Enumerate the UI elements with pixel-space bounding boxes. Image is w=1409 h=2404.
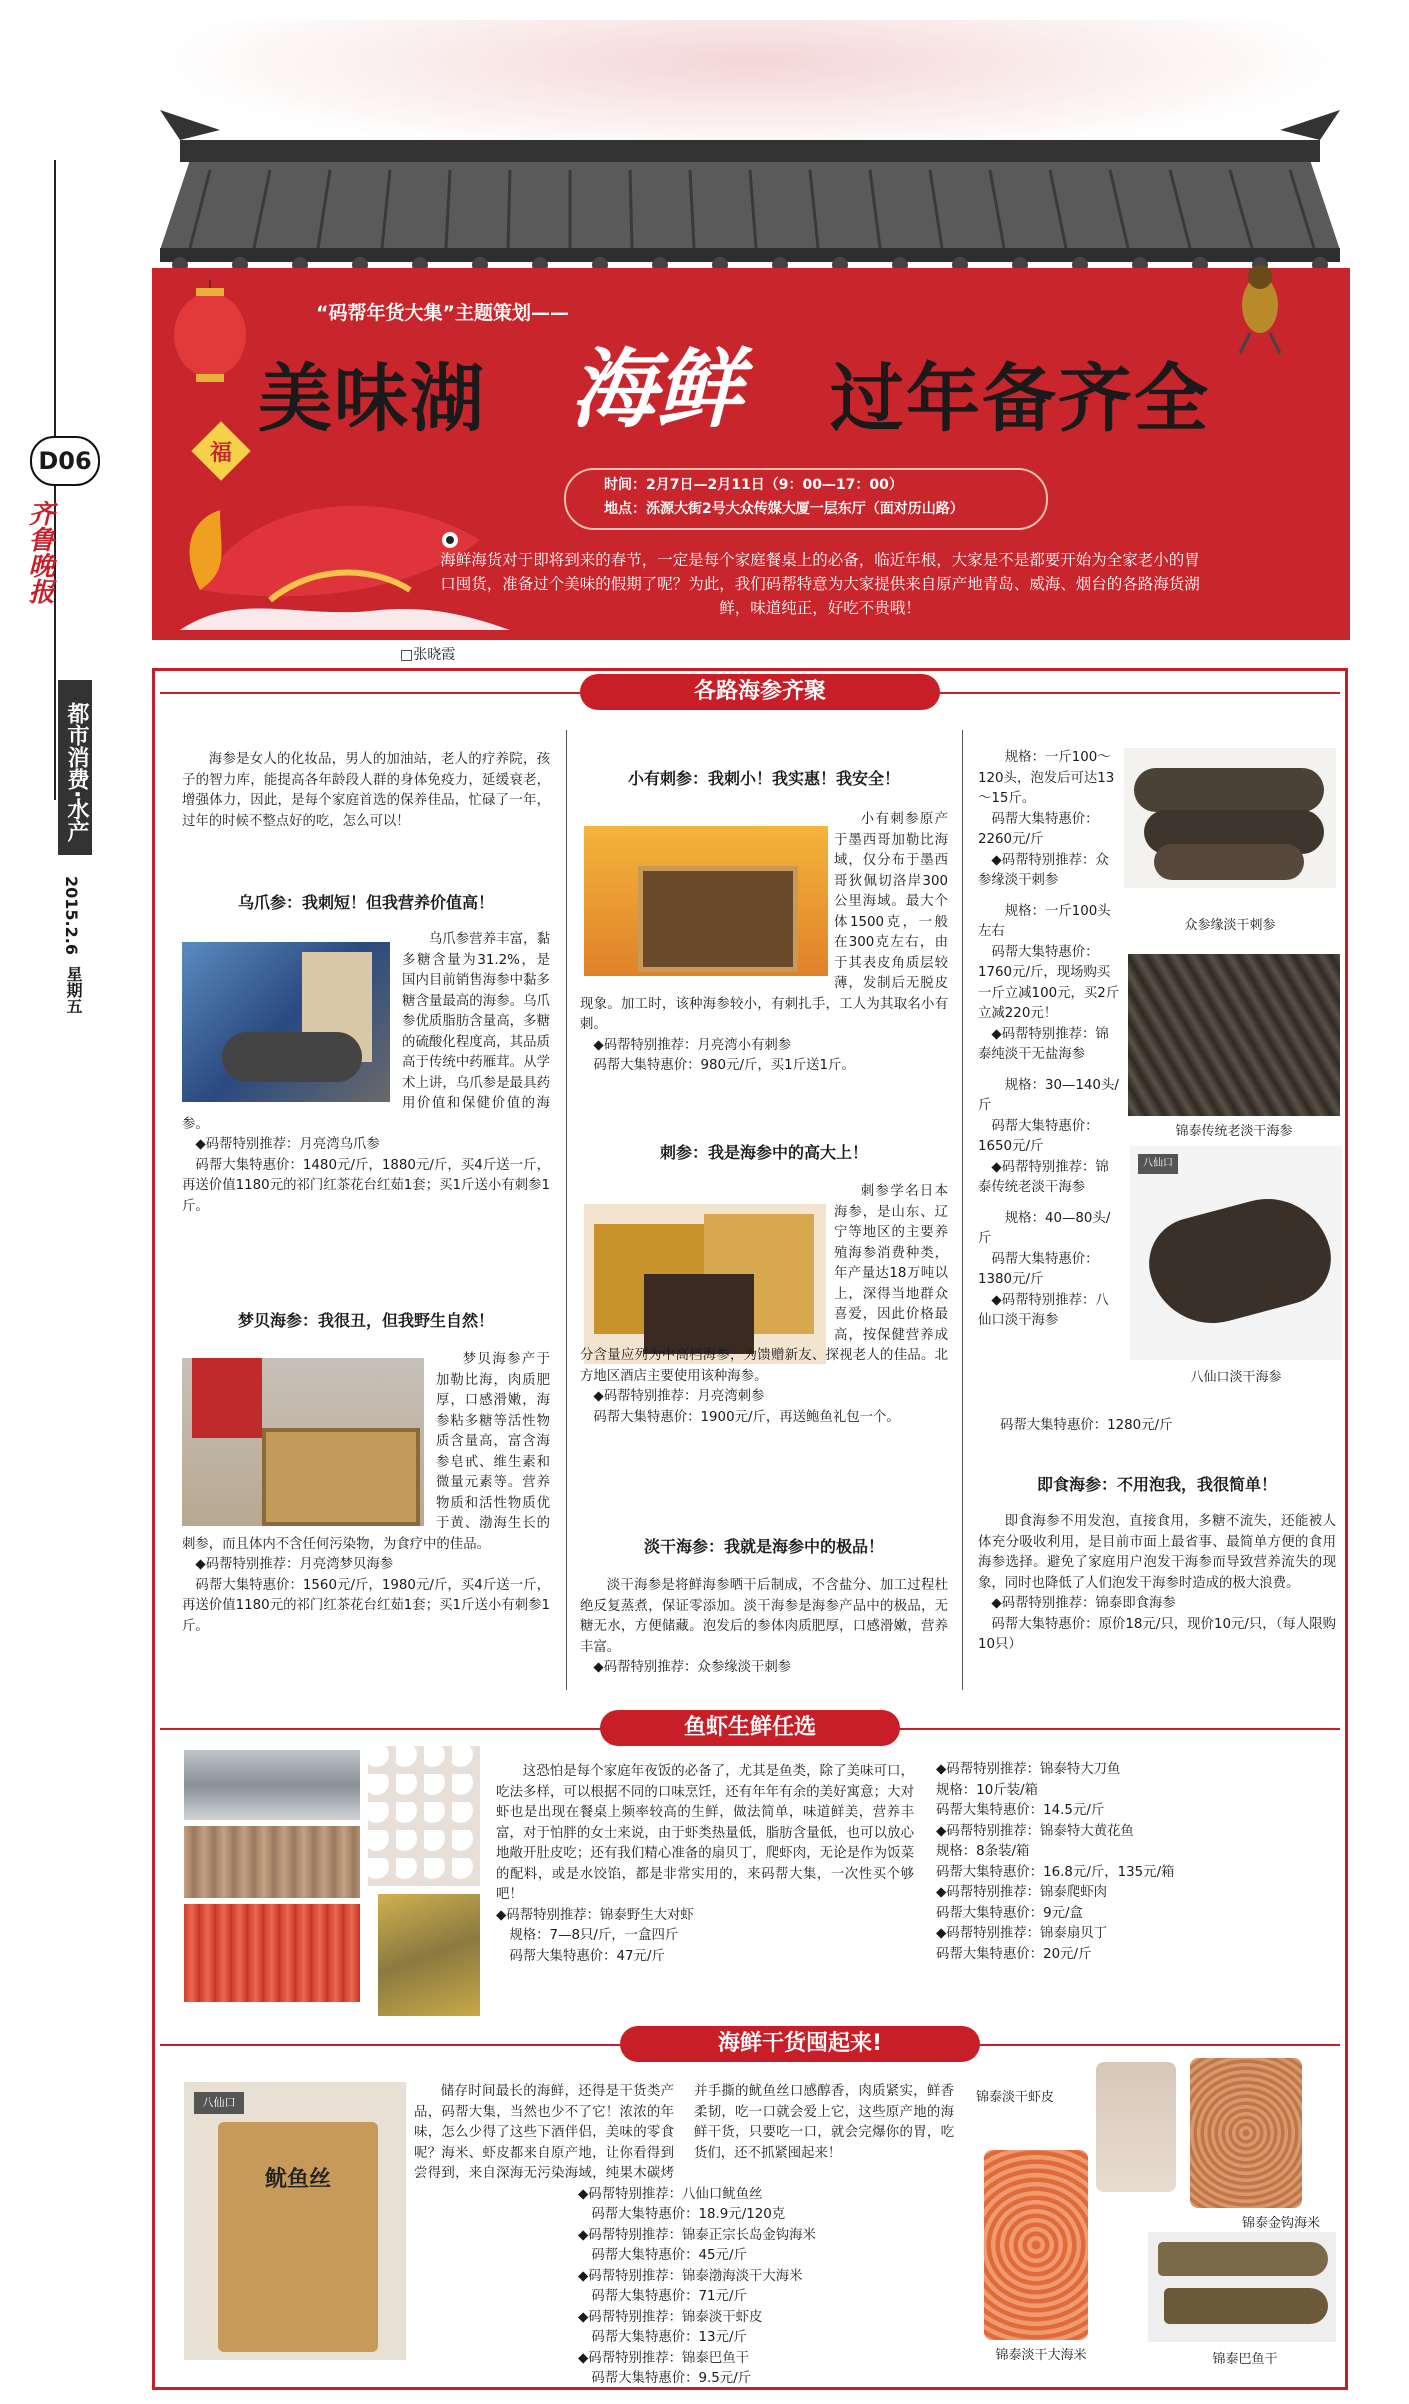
- col1-heading-1: 乌爪参：我刺短！但我营养价值高！: [237, 893, 494, 912]
- col3-line: ◆码帮特别推荐：八仙口淡干海参: [978, 1292, 1109, 1328]
- fish-right-list: [936, 1760, 1336, 1965]
- photo-red-shrimp: [184, 1904, 360, 2002]
- dry-line: ◆码帮特别推荐：八仙口鱿鱼丝: [578, 2186, 763, 2202]
- banner-kicker: “码帮年货大集”主题策划——: [316, 302, 569, 324]
- fish-right-line: 码帮大集特惠价：20元/斤: [936, 1946, 1092, 1962]
- col2-rec-1: ◆码帮特别推荐：月亮湾小有刺参: [593, 1037, 792, 1053]
- caption-xiapi: 锦泰淡干虾皮: [976, 2090, 1055, 2105]
- dry-list: [578, 2185, 954, 2390]
- byline: □张晓霞: [400, 647, 456, 663]
- col2-rec-3: ◆码帮特别推荐：众参缘淡干刺参: [593, 1660, 792, 1675]
- photo-xiapi-bag: [1096, 2062, 1176, 2192]
- banner-intro: 海鲜海货对于即将到来的春节，一定是每个家庭餐桌上的必备，临近年根，大家是不是都要开始为全家老小的胃口囤货，准备过个美味的假期了呢？为此，我们码帮特意为大家提供来自原产地青岛、威海、烟台的各路海货湖鲜，味道纯正，好吃不贵哦！: [440, 551, 1200, 617]
- fish-right-line: 码帮大集特惠价：9元/盒: [936, 1905, 1083, 1921]
- col2-rec-2: ◆码帮特别推荐：月亮湾刺参: [593, 1389, 765, 1404]
- photo-cucumber-3: [1154, 844, 1304, 880]
- col3-line: 码帮大集特惠价：2260元/斤: [978, 811, 1099, 847]
- dried-fish-2: [1164, 2288, 1328, 2324]
- squid-pkg-text: 鱿鱼丝: [264, 2167, 331, 2192]
- fish-right-line: ◆码帮特别推荐：锦泰扇贝丁: [936, 1926, 1107, 1941]
- col1-para-1-float: [182, 930, 402, 1102]
- section-3-title: 海鲜干货囤起来!: [620, 2026, 980, 2062]
- fish-right-line: ◆码帮特别推荐：锦泰特大刀鱼: [936, 1762, 1121, 1777]
- col-divider-1: [566, 730, 567, 1690]
- photo-bayu-dried-fish: [1148, 2232, 1336, 2342]
- col1-para-2: [182, 1350, 550, 1637]
- photo-yellow-croaker: [378, 1894, 480, 2016]
- date-label: 2015.2.6: [62, 876, 81, 955]
- fish-right-line: ◆码帮特别推荐：锦泰特大黄花鱼: [936, 1823, 1134, 1839]
- col1-price-1: 码帮大集特惠价：1480元/斤，1880元/斤，买4斤送一斤，再送价值1180元的祁门红茶花台红茹1套；买1斤送小有刺参1斤。: [182, 1157, 550, 1214]
- col1-rec-1: ◆码帮特别推荐：月亮湾乌爪参: [195, 1137, 380, 1152]
- col1-intro: [182, 750, 550, 832]
- banner-title-right: 过年备齐全: [830, 356, 1210, 442]
- col2-para-1-text: 小有刺参原产于墨西哥加勒比海域，仅分布于墨西哥狄佩切洛岸300公里海域。最大个体1500克，一般在300克左右，由于其表皮角质层较薄，发制后无脱皮现象。加工时，该种海参较小，有刺扎手，工人为其取名小有刺。: [580, 812, 948, 1032]
- dry-line: 码帮大集特惠价：13元/斤: [591, 2330, 747, 2345]
- col1-para-1: [182, 930, 550, 1217]
- col2-para-1-float: [580, 810, 834, 988]
- baxiankou-logo: 八仙口: [1138, 1154, 1178, 1174]
- photo-dried-cucumber: [1139, 1185, 1341, 1338]
- col1-heading-2: 梦贝海参：我很丑，但我野生自然！: [237, 1311, 494, 1330]
- fish-intro-text: 这恐怕是每个家庭年夜饭的必备了，尤其是鱼类，除了美味可口，吃法多样，可以根据不同的口味烹饪，还有年年有余的美好寓意；大对虾也是出现在餐桌上频率较高的生鲜，做法简单，味道鲜美，营养丰富，对于怕胖的女士来说，由于虾类热量低，脂肪含量低，也可以放心地敞开肚皮吃；还有我们精心准备的扇贝丁，爬虾肉，无论是作为饭菜的配料，或是水饺馅，都是非常实用的，来码帮大集，一次性买个够吧！: [496, 1764, 914, 1902]
- col3-specs: [978, 748, 1120, 1332]
- fish-right-line: 码帮大集特惠价：14.5元/斤: [936, 1803, 1105, 1818]
- photo-ribbonfish: [184, 1750, 360, 1820]
- col3-line: 规格：一斤100头左右: [978, 903, 1111, 939]
- dry-line: 码帮大集特惠价：18.9元/120克: [591, 2207, 786, 2222]
- col2-heading-3: 淡干海参：我就是海参中的极品！: [643, 1537, 884, 1556]
- col2-heading-1: 小有刺参：我刺小！我实惠！我安全！: [627, 769, 900, 788]
- dry-line: 码帮大集特惠价：45元/斤: [591, 2248, 747, 2263]
- col3-para-4: [978, 1512, 1336, 1656]
- section-1-title: 各路海参齐聚: [580, 674, 940, 710]
- dry-line: ◆码帮特别推荐：锦泰渤海淡干大海米: [578, 2268, 803, 2284]
- dry-line: ◆码帮特别推荐：锦泰淡干虾皮: [578, 2309, 763, 2325]
- photo-cucumber-1: [1134, 768, 1324, 812]
- bird-illustration: [1220, 255, 1300, 355]
- photo-prawns-box: [184, 1826, 360, 1898]
- col1-price-2: 码帮大集特惠价：1560元/斤，1980元/斤，买4斤送一斤，再送价值1180元的祁门红茶花台红茹1套；买1斤送小有刺参1斤。: [182, 1577, 550, 1634]
- col1-intro-text: 海参是女人的化妆品，男人的加油站，老人的疗养院，孩子的智力库，能提高各年龄段人群的身体免疫力，延缓衰老，增强体力，因此，是每个家庭首选的保养佳品，忙碌了一年，过年的时候不整点好的吃，怎么可以！: [182, 752, 550, 829]
- col-divider-2: [962, 730, 963, 1690]
- caption-bayu: 锦泰巴鱼干: [1212, 2352, 1278, 2367]
- paper-name: 齐鲁晚报: [24, 500, 54, 604]
- dried-fish-1: [1158, 2242, 1328, 2276]
- col2-para-2-float: [580, 1182, 834, 1346]
- caption-da-haimi: 锦泰淡干大海米: [995, 2348, 1087, 2363]
- section-label: 都市消费·水产: [58, 680, 92, 855]
- col3-line: 码帮大集特惠价：1380元/斤: [978, 1251, 1099, 1287]
- photo-zhongshenyuan: [1124, 748, 1336, 888]
- banner-title-mid: 海鲜: [570, 339, 742, 440]
- photo-jingou-haimi: [1190, 2058, 1302, 2208]
- dry-line: ◆码帮特别推荐：锦泰正宗长岛金钩海米: [578, 2227, 816, 2243]
- fish-right-line: ◆码帮特别推荐：锦泰爬虾肉: [936, 1885, 1107, 1900]
- photo-jintai-laodan: [1128, 954, 1340, 1116]
- caption-baxiankou: 八仙口淡干海参: [1190, 1370, 1282, 1385]
- col3-line: 规格：40—80头/斤: [978, 1210, 1111, 1246]
- col1-rec-2: ◆码帮特别推荐：月亮湾梦贝海参: [195, 1557, 394, 1572]
- col3-price-4: 码帮大集特惠价：原价18元/只，现价10元/只，（每人限购10只）: [978, 1616, 1336, 1652]
- event-place: 地点：泺源大街2号大众传媒大厦一层东厅（面对历山路）: [604, 501, 964, 517]
- col3-rec-4: ◆码帮特别推荐：锦泰即食海参: [991, 1596, 1176, 1611]
- fish-right-line: 规格：8条装/箱: [936, 1844, 1030, 1859]
- photo-squid-package: [184, 2082, 406, 2360]
- caption-zhongshenyuan: 众参缘淡干刺参: [1184, 918, 1276, 933]
- dry-intro: [414, 2082, 954, 2390]
- banner-title-left: 美味湖: [258, 356, 486, 442]
- dry-intro-text: 储存时间最长的海鲜，还得是干货类产品，码帮大集，当然也少不了它！浓浓的年味，怎么少得了这些下酒伴侣，美味的零食呢？海米、虾皮都来自原产地，让你看得到尝得到，来自深海无污染海域，纯果木碳烤并手撕的鱿鱼丝口感醇香，肉质紧实，鲜香柔韧，吃一口就会爱上它，这些原产地的海鲜干货，只要吃一口，就会完爆你的胃，吃货们，还不抓紧囤起来！: [414, 2084, 954, 2181]
- caption-jintai-laodan: 锦泰传统老淡干海参: [1175, 1124, 1293, 1139]
- event-time: 时间：2月7日—2月11日（9：00—17：00）: [604, 477, 903, 493]
- col3-line: 码帮大集特惠价：1760元/斤，现场购买一斤立减100元，买2斤立减220元！: [978, 944, 1120, 1021]
- col3-line: ◆码帮特别推荐：锦泰传统老淡干海参: [978, 1159, 1109, 1195]
- col3-line: 码帮大集特惠价：1650元/斤: [978, 1118, 1099, 1154]
- col2-price-1: 码帮大集特惠价：980元/斤，买1斤送1斤。: [593, 1058, 855, 1073]
- fish-rec-1: ◆码帮特别推荐：锦泰野生大对虾: [496, 1907, 694, 1923]
- dry-line: 码帮大集特惠价：9.5元/斤: [591, 2371, 752, 2386]
- fish-right-line: 码帮大集特惠价：16.8元/斤，135元/箱: [936, 1864, 1175, 1880]
- col3-line: ◆码帮特别推荐：锦泰纯淡干无盐海参: [978, 1026, 1109, 1062]
- page-number-badge: D06: [30, 436, 100, 486]
- col3-last-price: 码帮大集特惠价：1280元/斤: [1000, 1418, 1173, 1433]
- weekday-label: 星期五: [64, 966, 83, 1014]
- col3-line: ◆码帮特别推荐：众参缘淡干刺参: [978, 852, 1109, 888]
- photo-baxiankou: [1130, 1146, 1342, 1360]
- col2-para-3: [580, 1576, 948, 1679]
- col1-para-1-text: 乌爪参营养丰富，黏多糖含量为31.2%，是国内目前销售海参中黏多糖含量最高的海参。乌爪参优质脂肪含量高，多糖的硫酸化程度高，其品质高于传统中药雁茸。从学术上讲，乌爪参是最具药用价值和保健价值的海参。: [182, 932, 550, 1132]
- photo-scallops: [368, 1746, 480, 1886]
- fish-rec-1-price: 码帮大集特惠价：47元/斤: [509, 1948, 665, 1964]
- col3-heading-4: 即食海参：不用泡我，我很简单！: [1036, 1475, 1277, 1494]
- dry-line: 码帮大集特惠价：71元/斤: [591, 2289, 747, 2304]
- roof-illustration: [150, 100, 1350, 280]
- section-2-title: 鱼虾生鲜任选: [600, 1710, 900, 1746]
- fish-right-line: 规格：10斤装/箱: [936, 1782, 1038, 1798]
- col1-para-2-text: 梦贝海参产于加勒比海，肉质肥厚，口感滑嫩，海参粘多糖等活性物质含量高，富含海参皂甙、维生素和微量元素等。营养物质和活性物质优于黄、渤海生长的刺参，而且体内不含任何污染物，为食疗中的佳品。: [182, 1352, 550, 1552]
- fu-char: 福: [209, 441, 232, 466]
- dry-line: ◆码帮特别推荐：锦泰巴鱼干: [578, 2350, 749, 2366]
- col3-line: 规格：30—140头/斤: [978, 1077, 1119, 1113]
- col1-para-2-float: [182, 1350, 436, 1532]
- fish-rec-1-spec: 规格：7—8只/斤，一盒四斤: [509, 1928, 679, 1943]
- photo-da-haimi: [984, 2150, 1088, 2340]
- col2-price-2: 码帮大集特惠价：1900元/斤，再送鲍鱼礼包一个。: [593, 1409, 900, 1425]
- col3-line: 规格：一斤100～120头，泡发后可达13～15斤。: [978, 750, 1115, 806]
- col2-para-2-text: 刺参学名日本海参，是山东、辽宁等地区的主要养殖海参消费种类，年产量达18万吨以上，深得当地群众喜爱，因此价格最高，按保健营养成分含量应列为中高档海参，为馈赠新友、探视老人的佳品。北方地区酒店主要使用该种海参。: [580, 1184, 948, 1384]
- caption-jingou-haimi: 锦泰金钩海米: [1241, 2216, 1320, 2231]
- col2-para-3-text: 淡干海参是将鲜海参晒干后制成，不含盐分、加工过程杜绝反复蒸煮，保证零添加。淡干海参是海参产品中的极品，无糖无水，方便储藏。泡发后的参体肉质肥厚，口感滑嫩，营养丰富。: [580, 1578, 948, 1655]
- col3-para-4-text: 即食海参不用发泡，直接食用，多糖不流失，还能被人体充分吸收利用，是目前市面上最省事、最简单方便的食用海参选择。避免了家庭用户泡发干海参而导致营养流失的现象，同时也降低了人们泡发干海参时造成的极大浪费。: [978, 1514, 1336, 1591]
- squid-pkg-bag: [218, 2122, 378, 2352]
- fish-intro: [496, 1762, 914, 1967]
- col2-heading-2: 刺参：我是海参中的高大上！: [659, 1143, 868, 1162]
- lantern-icon: [170, 280, 250, 390]
- col2-para-2: [580, 1182, 948, 1428]
- squid-pkg-logo: 八仙口: [194, 2092, 244, 2114]
- col2-para-1: [580, 810, 948, 1077]
